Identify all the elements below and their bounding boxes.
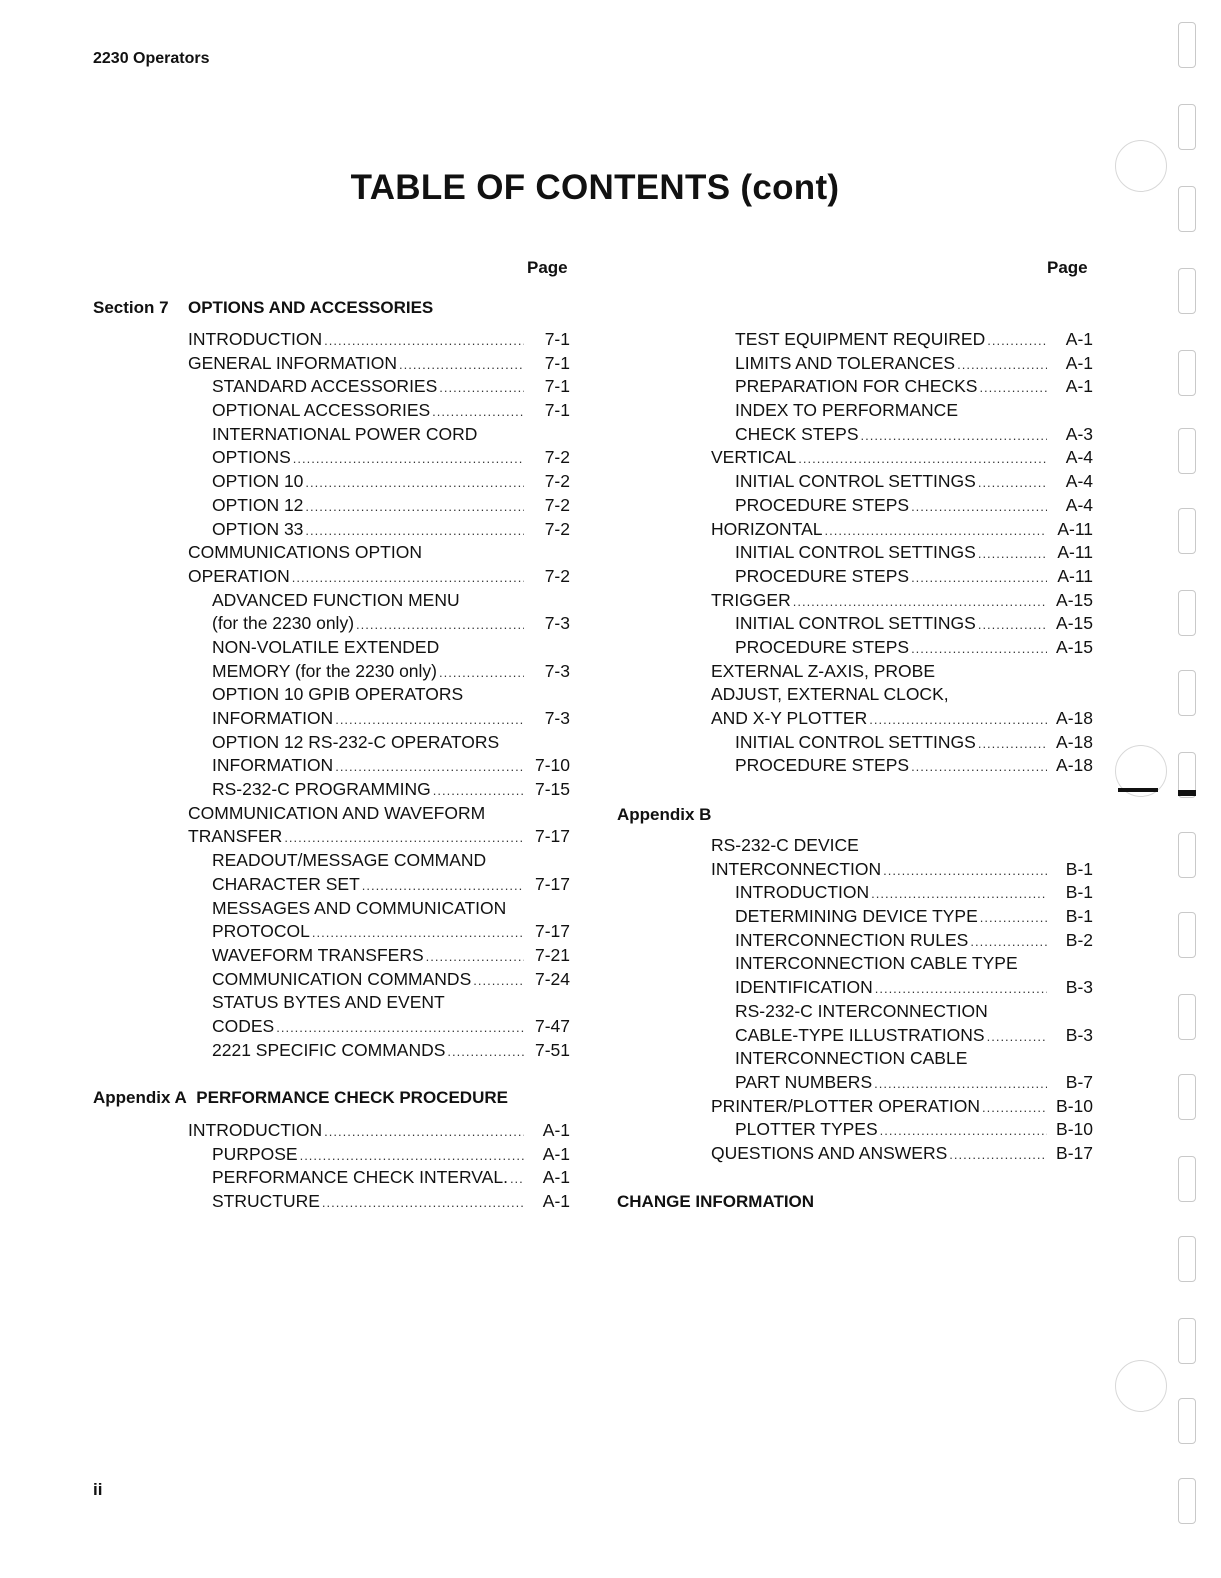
toc-entry-text: TRANSFER <box>188 826 283 847</box>
page-number: ii <box>93 1480 103 1499</box>
toc-entry-text: INITIAL CONTROL SETTINGS <box>735 471 976 492</box>
toc-entry-page: A-4 <box>1065 447 1093 468</box>
binder-tab-icon <box>1178 104 1196 150</box>
toc-entry-page: 7-1 <box>544 376 570 397</box>
toc-entry-text: PROTOCOL <box>212 921 310 942</box>
toc-entry-text: LIMITS AND TOLERANCES <box>735 352 956 373</box>
toc-entry-page: B-1 <box>1065 858 1093 879</box>
toc-entry-text: DETERMINING DEVICE TYPE <box>735 906 978 927</box>
toc-entry-text: INTRODUCTION <box>188 1120 323 1140</box>
running-header: 2230 Operators <box>93 50 210 67</box>
toc-entry-text: PLOTTER TYPES <box>735 1119 878 1140</box>
toc-entry[interactable] <box>188 1119 570 1143</box>
toc-entry-text: INTRODUCTION <box>735 882 870 903</box>
toc-entry-continued: COMMUNICATIONS OPTION <box>188 542 422 563</box>
toc-entry-text: OPTION 33 <box>212 518 304 539</box>
toc-entry[interactable] <box>188 1143 570 1167</box>
toc-entry[interactable] <box>188 1190 570 1214</box>
binder-tab-icon <box>1178 670 1196 716</box>
toc-entry-text: PROCEDURE STEPS <box>735 636 910 657</box>
toc-entry-continued: STATUS BYTES AND EVENT <box>212 992 445 1013</box>
toc-entry[interactable] <box>188 754 570 778</box>
toc-entry-text: RS-232-C PROGRAMMING <box>212 779 431 800</box>
section-7-toc <box>188 328 570 1062</box>
toc-entry-page: A-1 <box>1065 376 1093 397</box>
toc-entry-page: A-15 <box>1056 613 1093 634</box>
binder-tab-icon <box>1178 350 1196 396</box>
toc-entry-page: 7-10 <box>534 755 570 776</box>
binder-tab-icon <box>1178 1074 1196 1120</box>
toc-entry-page: 7-15 <box>534 779 570 800</box>
toc-entry-page: 7-1 <box>544 400 570 421</box>
toc-entry[interactable] <box>711 470 1093 494</box>
toc-entry-page: 7-1 <box>544 329 570 349</box>
toc-entry-text: MEMORY (for the 2230 only) <box>212 660 438 681</box>
binder-tab-icon <box>1178 186 1196 232</box>
toc-entry-text: VERTICAL <box>711 447 797 468</box>
toc-entry-text: OPERATION <box>188 565 290 586</box>
toc-entry-page: A-1 <box>542 1143 570 1164</box>
toc-entry-page: 7-1 <box>544 352 570 373</box>
toc-entry-text: OPTIONAL ACCESSORIES <box>212 400 431 421</box>
toc-entry[interactable] <box>711 731 1093 755</box>
toc-entry-continued: INTERCONNECTION CABLE TYPE <box>735 953 1018 974</box>
toc-entry-text: INITIAL CONTROL SETTINGS <box>735 542 976 563</box>
appendix-a-toc-left <box>188 1119 570 1214</box>
binder-tab-icon <box>1178 994 1196 1040</box>
toc-entry-text: PURPOSE <box>212 1143 298 1164</box>
toc-entry-page: 7-2 <box>544 565 570 586</box>
appendix-b-toc <box>711 834 1093 1166</box>
toc-entry[interactable] <box>711 612 1093 636</box>
toc-entry-text: PREPARATION FOR CHECKS <box>735 376 978 397</box>
toc-entry-page: B-10 <box>1056 1095 1093 1116</box>
toc-entry-text: (for the 2230 only) <box>212 613 355 634</box>
toc-entry-continued: COMMUNICATION AND WAVEFORM <box>188 802 486 823</box>
toc-entry[interactable] <box>711 754 1093 778</box>
toc-entry[interactable] <box>711 328 1093 352</box>
toc-entry-page: A-3 <box>1065 423 1093 444</box>
toc-entry-page: 7-47 <box>534 1015 570 1036</box>
page-title: TABLE OF CONTENTS (cont) <box>350 168 840 207</box>
toc-entry[interactable] <box>711 1095 1093 1119</box>
toc-entry-page: B-3 <box>1065 977 1093 998</box>
toc-entry[interactable] <box>188 1166 570 1190</box>
toc-entry-text: COMMUNICATION COMMANDS <box>212 968 472 989</box>
toc-entry-continued: ADVANCED FUNCTION MENU <box>212 589 460 610</box>
toc-entry[interactable] <box>188 873 570 897</box>
toc-entry[interactable] <box>711 707 1093 731</box>
toc-entry-text: CHARACTER SET <box>212 873 360 894</box>
toc-entry-page: A-1 <box>542 1167 570 1188</box>
toc-entry-text: TRIGGER <box>711 589 791 610</box>
toc-entry[interactable] <box>711 565 1093 589</box>
binder-tab-icon <box>1178 22 1196 68</box>
section-7-heading <box>93 298 433 318</box>
toc-entry-continued: READOUT/MESSAGE COMMAND <box>212 850 487 871</box>
toc-entry-page: A-15 <box>1056 589 1093 610</box>
toc-entry-text: INTRODUCTION <box>188 329 323 349</box>
toc-entry-continued: INDEX TO PERFORMANCE <box>735 400 958 421</box>
binder-mark-icon <box>1178 790 1196 796</box>
appendix-a-title: PERFORMANCE CHECK PROCEDURE <box>196 1088 508 1107</box>
toc-entry-text: STANDARD ACCESSORIES <box>212 376 438 397</box>
toc-entry[interactable] <box>711 858 1093 882</box>
toc-entry[interactable] <box>188 375 570 399</box>
toc-entry-text: IDENTIFICATION <box>735 977 873 998</box>
appendix-b-heading: Appendix B <box>617 805 712 824</box>
toc-entry-continued: NON-VOLATILE EXTENDED <box>212 636 440 657</box>
appendix-a-heading <box>93 1088 508 1108</box>
page-column-label-right: Page <box>1047 258 1088 277</box>
toc-entry[interactable] <box>188 328 570 352</box>
toc-entry-page: 7-2 <box>544 471 570 492</box>
toc-entry-page: 7-3 <box>544 613 570 634</box>
toc-entry-page: 7-2 <box>544 447 570 468</box>
binder-tab-icon <box>1178 1236 1196 1282</box>
toc-entry-text: CHECK STEPS <box>735 423 859 444</box>
binder-tab-icon <box>1178 1318 1196 1364</box>
toc-entry-page: A-18 <box>1056 708 1093 728</box>
toc-entry[interactable] <box>711 423 1093 447</box>
toc-entry-page: B-3 <box>1065 1024 1093 1045</box>
toc-entry-page: B-10 <box>1056 1119 1093 1140</box>
toc-entry[interactable] <box>188 707 570 731</box>
toc-entry[interactable] <box>711 905 1093 929</box>
binder-tab-icon <box>1178 268 1196 314</box>
binder-tab-icon <box>1178 1478 1196 1524</box>
toc-entry-text: WAVEFORM TRANSFERS <box>212 944 424 965</box>
toc-entry-text: CODES <box>212 1015 275 1036</box>
toc-entry-page: A-1 <box>1065 329 1093 349</box>
toc-entry[interactable] <box>711 518 1093 542</box>
toc-entry-text: INITIAL CONTROL SETTINGS <box>735 613 976 634</box>
toc-entry[interactable] <box>188 968 570 992</box>
toc-entry[interactable] <box>188 920 570 944</box>
toc-entry-text: PROCEDURE STEPS <box>735 565 910 586</box>
toc-entry-page: 7-24 <box>534 968 570 989</box>
toc-entry-text: INFORMATION <box>212 755 334 776</box>
toc-entry-page: 7-17 <box>534 921 570 942</box>
toc-entry-text: PROCEDURE STEPS <box>735 494 910 515</box>
toc-entry[interactable] <box>711 636 1093 660</box>
binder-tab-icon <box>1178 912 1196 958</box>
toc-entry-page: 7-3 <box>544 708 570 728</box>
section-7-number: Section 7 <box>93 298 169 317</box>
toc-entry[interactable] <box>711 929 1093 953</box>
toc-entry[interactable] <box>188 565 570 589</box>
toc-entry-page: A-1 <box>542 1120 570 1140</box>
toc-entry-text: OPTION 12 <box>212 494 304 515</box>
binder-tab-icon <box>1178 1398 1196 1444</box>
toc-entry[interactable] <box>188 1015 570 1039</box>
toc-entry[interactable] <box>188 778 570 802</box>
toc-entry[interactable] <box>188 399 570 423</box>
toc-entry-page: A-4 <box>1065 471 1093 492</box>
toc-entry-text: PART NUMBERS <box>735 1071 873 1092</box>
toc-entry-page: A-1 <box>1065 352 1093 373</box>
appendix-a-toc-right <box>711 328 1093 778</box>
toc-entry-page: 7-2 <box>544 518 570 539</box>
toc-entry-page: 7-2 <box>544 494 570 515</box>
toc-entry-text: 2221 SPECIFIC COMMANDS <box>212 1039 446 1060</box>
toc-entry-text: GENERAL INFORMATION <box>188 352 398 373</box>
toc-entry[interactable] <box>711 446 1093 470</box>
punch-hole-icon <box>1115 1360 1167 1412</box>
toc-entry-continued: OPTION 10 GPIB OPERATORS <box>212 684 464 705</box>
toc-entry-page: 7-17 <box>534 826 570 847</box>
toc-entry-continued: INTERCONNECTION CABLE <box>735 1048 968 1069</box>
toc-entry-continued: RS-232-C DEVICE <box>711 835 859 855</box>
toc-entry-continued: EXTERNAL Z-AXIS, PROBE <box>711 660 935 681</box>
toc-entry[interactable] <box>711 1071 1093 1095</box>
appendix-a-number: Appendix A <box>93 1088 187 1107</box>
toc-entry-page: A-1 <box>542 1191 570 1212</box>
toc-entry[interactable] <box>711 1142 1093 1166</box>
toc-entry-page: 7-3 <box>544 660 570 681</box>
toc-entry[interactable] <box>711 589 1093 613</box>
toc-entry-text: PRINTER/PLOTTER OPERATION <box>711 1095 981 1116</box>
toc-entry-page: B-17 <box>1056 1142 1093 1163</box>
change-information-heading: CHANGE INFORMATION <box>617 1192 815 1211</box>
toc-entry-page: B-1 <box>1065 906 1093 927</box>
toc-entry-continued: MESSAGES AND COMMUNICATION <box>212 897 507 918</box>
toc-entry-page: 7-51 <box>534 1039 570 1060</box>
toc-entry-text: CABLE-TYPE ILLUSTRATIONS <box>735 1024 985 1045</box>
toc-entry-continued: ADJUST, EXTERNAL CLOCK, <box>711 684 949 705</box>
toc-entry[interactable] <box>711 881 1093 905</box>
toc-entry[interactable] <box>188 518 570 542</box>
toc-entry[interactable] <box>711 1024 1093 1048</box>
toc-entry-page: 7-17 <box>534 873 570 894</box>
toc-entry[interactable] <box>188 446 570 470</box>
toc-entry[interactable] <box>188 825 570 849</box>
toc-entry-text: OPTIONS <box>212 447 291 468</box>
toc-entry-text: STRUCTURE <box>212 1191 320 1212</box>
binder-tab-icon <box>1178 508 1196 554</box>
toc-entry[interactable] <box>188 494 570 518</box>
binder-tab-icon <box>1178 832 1196 878</box>
toc-entry[interactable] <box>188 470 570 494</box>
toc-entry[interactable] <box>711 352 1093 376</box>
toc-entry[interactable] <box>711 1118 1093 1142</box>
punch-hole-mark-icon <box>1118 788 1158 792</box>
toc-entry-continued: INTERNATIONAL POWER CORD <box>212 423 478 444</box>
toc-entry-text: OPTION 10 <box>212 471 304 492</box>
toc-entry[interactable] <box>188 660 570 684</box>
toc-entry-page: A-15 <box>1056 636 1093 657</box>
toc-entry-page: A-11 <box>1057 565 1093 586</box>
toc-entry-text: TEST EQUIPMENT REQUIRED <box>735 329 986 349</box>
toc-entry-text: INFORMATION <box>212 708 334 728</box>
toc-entry-continued: RS-232-C INTERCONNECTION <box>735 1000 988 1021</box>
toc-entry-text: AND X-Y PLOTTER <box>711 708 868 728</box>
toc-entry[interactable] <box>188 352 570 376</box>
toc-entry[interactable] <box>188 944 570 968</box>
page-column-label-left: Page <box>527 258 568 277</box>
binder-tab-icon <box>1178 590 1196 636</box>
toc-entry-text: INITIAL CONTROL SETTINGS <box>735 731 976 752</box>
binder-tab-icon <box>1178 1156 1196 1202</box>
toc-entry-page: 7-21 <box>534 944 570 965</box>
toc-entry-text: INTERCONNECTION <box>711 858 882 879</box>
toc-entry-page: B-7 <box>1065 1071 1093 1092</box>
toc-entry-text: QUESTIONS AND ANSWERS <box>711 1142 948 1163</box>
toc-entry[interactable] <box>188 1039 570 1063</box>
toc-entry[interactable] <box>711 375 1093 399</box>
toc-entry-text: PROCEDURE STEPS <box>735 755 910 776</box>
punch-hole-icon <box>1115 140 1167 192</box>
binder-tab-icon <box>1178 428 1196 474</box>
toc-entry-page: A-18 <box>1056 731 1093 752</box>
toc-entry-page: B-1 <box>1065 882 1093 903</box>
toc-entry-page: B-2 <box>1065 929 1093 950</box>
toc-entry-text: INTERCONNECTION RULES <box>735 929 969 950</box>
toc-entry[interactable] <box>711 976 1093 1000</box>
toc-entry-text: HORIZONTAL <box>711 518 823 539</box>
section-7-title: OPTIONS AND ACCESSORIES <box>188 298 434 317</box>
toc-entry-text: PERFORMANCE CHECK INTERVAL. <box>212 1167 508 1188</box>
toc-entry[interactable] <box>711 494 1093 518</box>
toc-entry-page: A-4 <box>1065 494 1093 515</box>
toc-entry-continued: OPTION 12 RS-232-C OPERATORS <box>212 731 500 752</box>
toc-entry[interactable] <box>188 612 570 636</box>
toc-entry-page: A-18 <box>1056 755 1093 776</box>
toc-entry-page: A-11 <box>1057 518 1093 539</box>
toc-entry[interactable] <box>711 541 1093 565</box>
toc-entry-page: A-11 <box>1057 542 1093 563</box>
